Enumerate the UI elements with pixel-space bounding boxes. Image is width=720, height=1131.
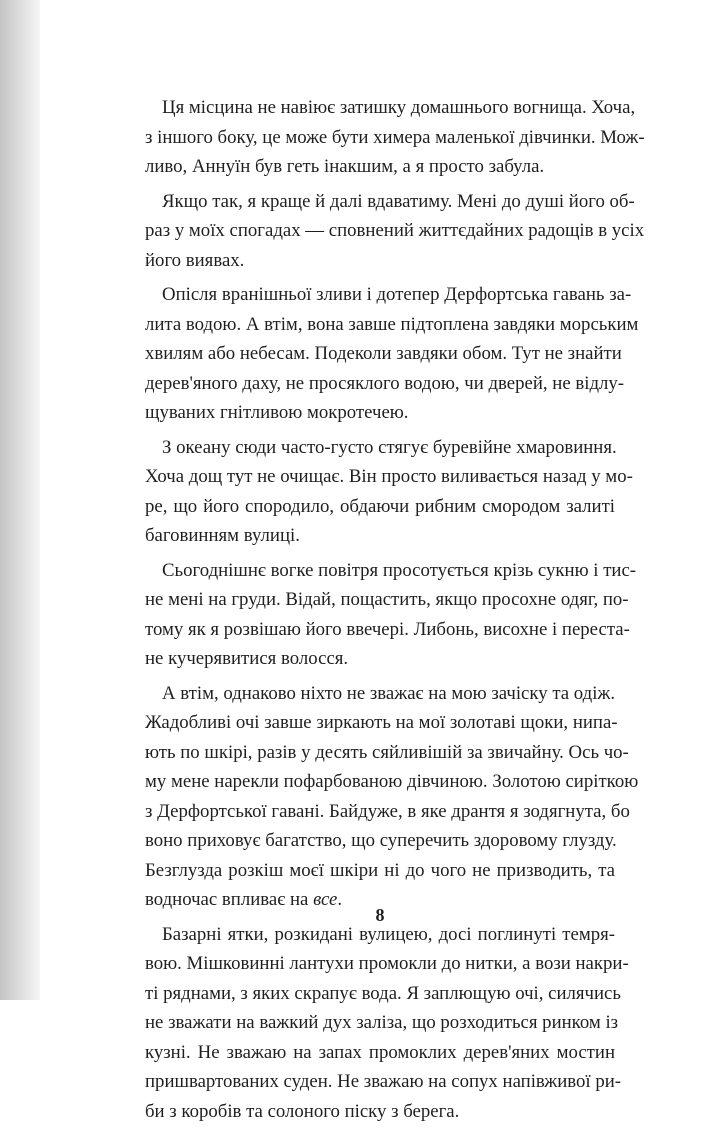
text-line: му мене нарекли пофарбованою дівчиною. Золотою сиріткою (145, 771, 639, 792)
paragraph-3 (145, 280, 639, 428)
text-line: тому як я розвішаю його ввечері. Либонь, висохне і переста- (145, 618, 630, 640)
text-line: баговинням вулиці. (145, 525, 300, 546)
text-segment: . (337, 889, 343, 910)
text-line: дерев'яного даху, не просяклого водою, чи дверей, не відлу- (145, 372, 625, 394)
text-line: З океану сюди часто-густо стягує буревійне хмаровиння. (162, 436, 617, 458)
page-number: 8 (375, 905, 385, 925)
text-line: ють по шкірі, разів у десять сяйливішій за звичайну. Ось чо- (145, 741, 629, 763)
text-line: ті ряднами, з яких скрапує вода. Я заплющую очі, силячись (145, 982, 621, 1004)
text-line: з Дерфортської гавані. Байдуже, в яке дрантя я зодягнута, бо (145, 800, 630, 822)
text-line: хвилям або небесам. Подеколи завдяки обом. Тут не знайти (145, 343, 622, 364)
text-line: Базарні ятки, розкидані вулицею, досі поглинуті темря- (162, 923, 615, 945)
text-line: кузні. Не зважаю на запах промоклих дерев'яних мостин (145, 1041, 615, 1063)
text-line: з іншого боку, це може бути химера маленької дівчинки. Мож- (145, 126, 645, 148)
text-line: лита водою. А втім, вона завше підтоплена завдяки морським (145, 313, 639, 335)
text-line: щуваних гнітливою мокротечею. (145, 402, 409, 423)
text-line: Хоча дощ тут не очищає. Він просто виливається назад у мо- (145, 466, 633, 487)
text-line: Жадобливі очі завше зиркають на мої золотаві щоки, нипа- (145, 712, 618, 733)
text-segment: водночас впливає на (145, 889, 314, 910)
text-line: би з коробів та солоного піску з берега. (145, 1100, 460, 1122)
text-line: ливо, Аннуїн був геть інакшим, а я просто забула. (145, 156, 545, 177)
text-line: пришвартованих суден. Не зважаю на сопух напівживої ри- (145, 1071, 622, 1092)
paragraph-2 (145, 187, 645, 276)
text-line: Опісля вранішньої зливи і дотепер Дерфортська гавань за- (162, 284, 632, 305)
text-line: ре, що його спородило, обдаючи рибним смородом залиті (145, 495, 615, 517)
text-line: Сьогоднішнє вогке повітря просотується крізь сукню і тис- (162, 559, 637, 581)
text-line: воно приховує багатство, що суперечить здоровому глузду. (145, 830, 617, 851)
paragraph-5 (145, 556, 637, 674)
text-line: А втім, однаково ніхто не зважає на мою зачіску та одіж. (162, 682, 616, 704)
paragraph-7 (145, 920, 629, 1127)
page-gutter-shadow (0, 0, 40, 1000)
paragraph-1 (145, 93, 645, 182)
text-line: Безглузда розкіш моєї шкіри ні до чого не призводить, та (145, 859, 615, 881)
paragraph-4 (145, 433, 633, 551)
text-line: його виявах. (145, 249, 245, 271)
paragraph-6 (145, 679, 639, 915)
text-line: не мені на груди. Відай, пощастить, якщо просохне одяг, по- (145, 589, 629, 610)
page-body (145, 93, 645, 1131)
emphasized-word: все (313, 889, 338, 910)
text-line: раз у моїх спогадах — сповнений життєдайних радощів в усіх (145, 220, 645, 241)
text-line: Ця місцина не навіює затишку домашнього вогнища. Хоча, (162, 97, 636, 118)
text-line: Якщо так, я краще й далі вдаватиму. Мені до душі його об- (162, 190, 635, 212)
text-line: вою. Мішковинні лантухи промокли до нитки, а вози накри- (145, 953, 629, 974)
text-line: не зважати на важкий дух заліза, що розходиться ринком із (145, 1012, 619, 1033)
text-line: не кучерявитися волосся. (145, 648, 349, 669)
